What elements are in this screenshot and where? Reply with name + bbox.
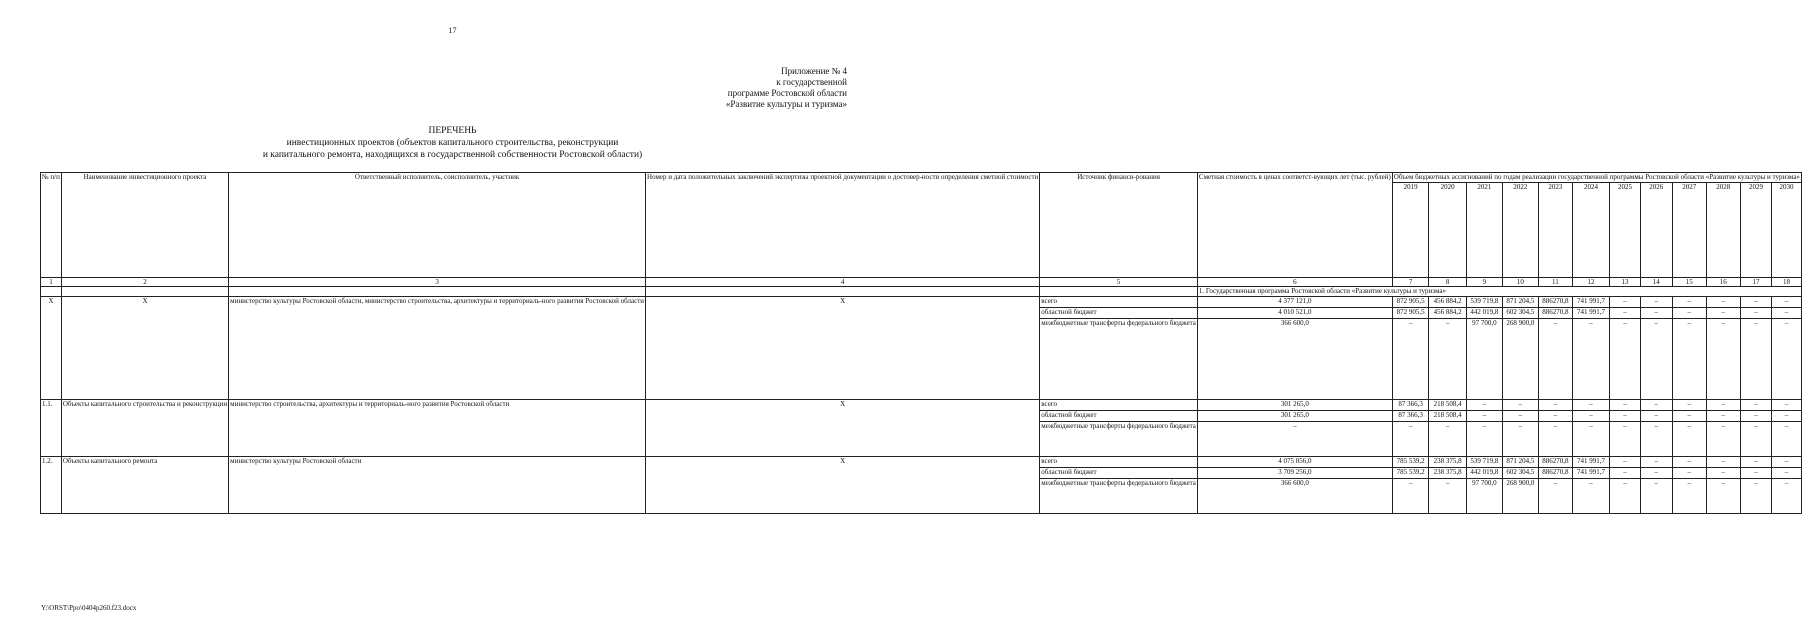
year-amount: 602 304,5: [1502, 307, 1538, 318]
column-number: 3: [229, 277, 646, 287]
appendix-line: Приложение № 4: [781, 66, 847, 76]
column-number: 1: [41, 277, 62, 287]
title-line: ПЕРЕЧЕНЬ: [428, 126, 477, 136]
year-amount: –: [1672, 456, 1706, 467]
year-amount: 442 019,8: [1466, 467, 1502, 478]
year-amount: 456 884,2: [1429, 307, 1466, 318]
year-amount: 741 991,7: [1572, 467, 1609, 478]
year-amount: –: [1740, 296, 1771, 307]
year-amount: –: [1640, 467, 1672, 478]
column-number: 9: [1466, 277, 1502, 287]
year-amount: 886270,8: [1538, 296, 1572, 307]
year-amount: –: [1610, 410, 1641, 421]
year-amount: 871 204,5: [1502, 456, 1538, 467]
year-amount: –: [1672, 478, 1706, 513]
year-amount: 539 719,8: [1466, 456, 1502, 467]
year-amount: 872 905,5: [1392, 307, 1429, 318]
empty-cell: [646, 287, 1040, 297]
header-year: 2024: [1572, 182, 1609, 277]
year-amount: –: [1772, 307, 1802, 318]
estimated-cost: –: [1197, 421, 1392, 456]
year-amount: 741 991,7: [1572, 307, 1609, 318]
estimated-cost: 301 265,0: [1197, 410, 1392, 421]
executor: министерство культуры Ростовской области, министерство строительства, архитектуры и территориаль-ного развития Ростовской области: [229, 296, 646, 399]
header-expertise: Номер и дата положительных заключений экспертизы проектной документации о достовер-ности определения сметной стоимости: [646, 173, 1040, 278]
year-amount: –: [1392, 421, 1429, 456]
expertise: X: [646, 399, 1040, 456]
empty-cell: [1040, 287, 1198, 297]
year-amount: –: [1706, 307, 1740, 318]
year-amount: –: [1640, 478, 1672, 513]
year-amount: 87 366,3: [1392, 410, 1429, 421]
year-amount: 886270,8: [1538, 456, 1572, 467]
table-row: [41, 456, 1802, 467]
year-amount: –: [1392, 318, 1429, 399]
year-amount: –: [1538, 478, 1572, 513]
header-executor: Ответственный исполнитель, соисполнитель, участник: [229, 173, 646, 278]
estimated-cost: 4 075 856,0: [1197, 456, 1392, 467]
year-amount: –: [1610, 399, 1641, 410]
header-year: 2022: [1502, 182, 1538, 277]
year-amount: 238 375,8: [1429, 456, 1466, 467]
column-number: 15: [1672, 277, 1706, 287]
year-amount: –: [1772, 399, 1802, 410]
section-title: 1. Государственная программа Ростовской области «Развитие культуры и туризма»: [1197, 287, 1801, 297]
year-amount: –: [1672, 318, 1706, 399]
file-path-footer: Y:\ORST\Ppo\0404p260.f23.docx: [41, 604, 137, 612]
empty-cell: [61, 287, 228, 297]
year-amount: –: [1640, 456, 1672, 467]
empty-cell: [229, 287, 646, 297]
appendix-line: «Развитие культуры и туризма»: [725, 99, 847, 109]
financing-source: областной бюджет: [1040, 307, 1198, 318]
year-amount: –: [1610, 318, 1641, 399]
year-amount: –: [1466, 421, 1502, 456]
column-number: 11: [1538, 277, 1572, 287]
year-amount: 218 508,4: [1429, 399, 1466, 410]
table-row: [41, 296, 1802, 307]
year-amount: –: [1610, 307, 1641, 318]
year-amount: –: [1572, 410, 1609, 421]
year-amount: 741 991,7: [1572, 296, 1609, 307]
year-amount: 97 700,0: [1466, 478, 1502, 513]
year-amount: –: [1572, 478, 1609, 513]
year-amount: –: [1610, 296, 1641, 307]
year-amount: –: [1772, 410, 1802, 421]
header-year: 2020: [1429, 182, 1466, 277]
year-amount: –: [1706, 318, 1740, 399]
year-amount: 872 905,5: [1392, 296, 1429, 307]
year-amount: 886270,8: [1538, 307, 1572, 318]
page-number: 17: [448, 26, 457, 35]
column-number: 12: [1572, 277, 1609, 287]
year-amount: –: [1672, 410, 1706, 421]
year-amount: 785 539,2: [1392, 456, 1429, 467]
year-amount: –: [1672, 296, 1706, 307]
year-amount: –: [1610, 421, 1641, 456]
column-number: 5: [1040, 277, 1198, 287]
column-number: 17: [1740, 277, 1771, 287]
year-amount: –: [1429, 421, 1466, 456]
year-amount: –: [1772, 421, 1802, 456]
year-amount: –: [1640, 410, 1672, 421]
section-row: [41, 287, 1802, 297]
year-amount: –: [1706, 421, 1740, 456]
estimated-cost: 3 709 256,0: [1197, 467, 1392, 478]
year-amount: –: [1740, 456, 1771, 467]
year-amount: –: [1672, 421, 1706, 456]
year-amount: –: [1772, 478, 1802, 513]
financing-source: всего: [1040, 296, 1198, 307]
header-year: 2027: [1672, 182, 1706, 277]
year-amount: 442 019,8: [1466, 307, 1502, 318]
financing-source: всего: [1040, 399, 1198, 410]
column-number: 10: [1502, 277, 1538, 287]
year-amount: 456 884,2: [1429, 296, 1466, 307]
year-amount: 238 375,8: [1429, 467, 1466, 478]
year-amount: –: [1538, 318, 1572, 399]
year-amount: –: [1429, 318, 1466, 399]
year-amount: –: [1502, 399, 1538, 410]
financing-source: межбюджетные трансферты федерального бюджета: [1040, 478, 1198, 513]
year-amount: 87 366,3: [1392, 399, 1429, 410]
column-number: 14: [1640, 277, 1672, 287]
year-amount: –: [1740, 399, 1771, 410]
year-amount: –: [1502, 421, 1538, 456]
title-line: и капитального ремонта, находящихся в государственной собственности Ростовской области): [262, 150, 643, 160]
year-amount: –: [1538, 421, 1572, 456]
estimated-cost: 366 600,0: [1197, 318, 1392, 399]
column-number: 4: [646, 277, 1040, 287]
year-amount: –: [1706, 410, 1740, 421]
header-year: 2028: [1706, 182, 1740, 277]
year-amount: –: [1640, 399, 1672, 410]
header-year: 2019: [1392, 182, 1429, 277]
executor: министерство строительства, архитектуры и территориаль-ного развития Ростовской области: [229, 399, 646, 456]
year-amount: –: [1640, 296, 1672, 307]
project-name: Объекты капитального ремонта: [61, 456, 228, 513]
year-amount: –: [1640, 307, 1672, 318]
financing-source: межбюджетные трансферты федерального бюджета: [1040, 318, 1198, 399]
header-year: 2021: [1466, 182, 1502, 277]
estimated-cost: 4 377 121,0: [1197, 296, 1392, 307]
header-year: 2029: [1740, 182, 1771, 277]
year-amount: –: [1772, 296, 1802, 307]
year-amount: –: [1392, 478, 1429, 513]
year-amount: –: [1429, 478, 1466, 513]
header-year: 2023: [1538, 182, 1572, 277]
year-amount: 268 900,0: [1502, 478, 1538, 513]
year-amount: 871 204,5: [1502, 296, 1538, 307]
year-amount: –: [1772, 456, 1802, 467]
column-number: 7: [1392, 277, 1429, 287]
year-amount: –: [1740, 410, 1771, 421]
project-name: X: [61, 296, 228, 399]
header-year: 2026: [1640, 182, 1672, 277]
column-number: 2: [61, 277, 228, 287]
empty-cell: [41, 287, 62, 297]
project-name: Объекты капитального строительства и реконструкции: [61, 399, 228, 456]
column-number: 6: [1197, 277, 1392, 287]
financing-source: всего: [1040, 456, 1198, 467]
header-year: 2025: [1610, 182, 1641, 277]
year-amount: –: [1672, 467, 1706, 478]
header-num: № п/п: [41, 173, 62, 278]
row-num: X: [41, 296, 62, 399]
header-source: Источник финанси-рования: [1040, 173, 1198, 278]
year-amount: –: [1610, 478, 1641, 513]
year-amount: 602 304,5: [1502, 467, 1538, 478]
year-amount: –: [1706, 478, 1740, 513]
estimated-cost: 4 010 521,0: [1197, 307, 1392, 318]
year-amount: –: [1740, 421, 1771, 456]
financing-source: межбюджетные трансферты федерального бюджета: [1040, 421, 1198, 456]
executor: министерство культуры Ростовской области: [229, 456, 646, 513]
year-amount: –: [1538, 399, 1572, 410]
year-amount: –: [1538, 410, 1572, 421]
column-number: 13: [1610, 277, 1641, 287]
year-amount: –: [1772, 318, 1802, 399]
year-amount: –: [1610, 467, 1641, 478]
year-amount: 886270,8: [1538, 467, 1572, 478]
document-title: [0, 125, 905, 161]
financing-source: областной бюджет: [1040, 467, 1198, 478]
year-amount: –: [1572, 399, 1609, 410]
year-amount: –: [1572, 318, 1609, 399]
year-amount: 741 991,7: [1572, 456, 1609, 467]
row-num: 1.1.: [41, 399, 62, 456]
year-amount: 97 700,0: [1466, 318, 1502, 399]
year-amount: 785 539,2: [1392, 467, 1429, 478]
appendix-note: [687, 66, 847, 110]
row-num: 1.2.: [41, 456, 62, 513]
year-amount: –: [1672, 307, 1706, 318]
estimated-cost: 301 265,0: [1197, 399, 1392, 410]
estimated-cost: 366 600,0: [1197, 478, 1392, 513]
year-amount: 539 719,8: [1466, 296, 1502, 307]
appendix-line: к государственной: [776, 77, 847, 87]
year-amount: –: [1706, 467, 1740, 478]
expertise: X: [646, 296, 1040, 399]
column-number: 18: [1772, 277, 1802, 287]
year-amount: –: [1740, 307, 1771, 318]
year-amount: –: [1772, 467, 1802, 478]
year-amount: –: [1740, 478, 1771, 513]
header-year: 2030: [1772, 182, 1802, 277]
column-number: 16: [1706, 277, 1740, 287]
year-amount: –: [1706, 399, 1740, 410]
year-amount: –: [1640, 421, 1672, 456]
header-row: [41, 173, 1802, 183]
year-amount: –: [1610, 456, 1641, 467]
year-amount: –: [1466, 410, 1502, 421]
year-amount: –: [1640, 318, 1672, 399]
investment-projects-table: [40, 172, 1802, 514]
year-amount: 268 900,0: [1502, 318, 1538, 399]
expertise: X: [646, 456, 1040, 513]
year-amount: –: [1572, 421, 1609, 456]
year-amount: –: [1706, 456, 1740, 467]
header-name: Наименование инвестиционного проекта: [61, 173, 228, 278]
year-amount: –: [1466, 399, 1502, 410]
year-amount: –: [1706, 296, 1740, 307]
header-cost: Сметная стоимость в ценах соответст-вующих лет (тыс. рублей): [1197, 173, 1392, 278]
year-amount: –: [1672, 399, 1706, 410]
year-amount: –: [1740, 467, 1771, 478]
appendix-line: программе Ростовской области: [727, 88, 847, 98]
year-amount: –: [1502, 410, 1538, 421]
table-row: [41, 399, 1802, 410]
column-numbers-row: [41, 277, 1802, 287]
title-line: инвестиционных проектов (объектов капитального строительства, реконструкции: [286, 138, 619, 148]
year-amount: –: [1740, 318, 1771, 399]
financing-source: областной бюджет: [1040, 410, 1198, 421]
header-volume: Объем бюджетных ассигнований по годам реализации государственной программы Ростовской области «Развитие культуры и туризма»: [1393, 173, 1800, 181]
column-number: 8: [1429, 277, 1466, 287]
year-amount: 218 508,4: [1429, 410, 1466, 421]
